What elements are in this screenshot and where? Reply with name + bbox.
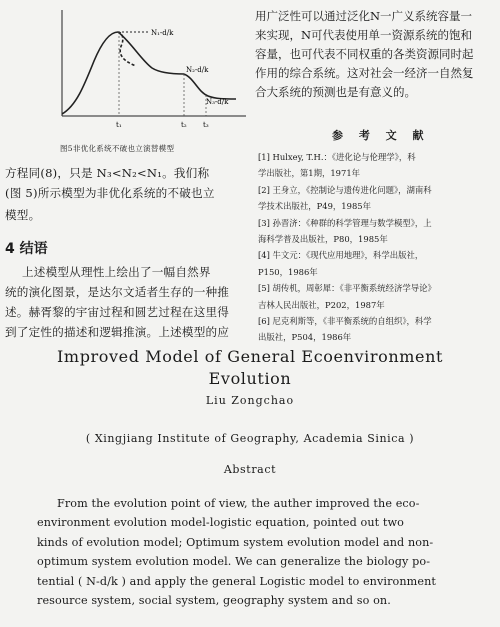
right-line-4: 作用的综合系统。这对社会一经济一自然复 (255, 66, 474, 80)
reference-line: 学技术出版社，P49，1985年 (258, 201, 371, 212)
abstract-line: optimum system evolution model. We can generalize the biology po- (37, 555, 431, 569)
reference-line: 吉林人民出版社，P202，1987年 (258, 299, 385, 310)
reference-line: [4] 牛文元：《现代应用地理》，科学出版社， (258, 250, 424, 261)
conclusion-line-3: 述。赫胥黎的宇宙过程和圆艺过程在这里得 (5, 305, 230, 319)
label-n3: N₃-d/k (206, 98, 229, 106)
left-line-2: (图 5)所示模型为非优化系统的不破也立 (5, 186, 215, 200)
abstract-heading: Abstract (223, 463, 277, 476)
author-name: Liu Zongchao (205, 394, 295, 407)
references-title: 参 考 文 献 (332, 129, 430, 142)
evolution-figure (56, 6, 248, 148)
tick-t3: t₃ (203, 121, 209, 129)
reference-line: 出版社，P504，1986年 (258, 332, 352, 343)
tick-t1: t₁ (116, 121, 122, 129)
english-title-line-2: Evolution (208, 369, 292, 388)
conclusion-line-2: 统的演化图景，是达尔文适者生存的一种推 (5, 285, 230, 299)
conclusion-line-4: 到了定性的描述和逻辑推演。上述模型的应 (5, 325, 230, 339)
curve-n2 (118, 32, 184, 74)
reference-line: P150，1986年 (258, 266, 318, 277)
abstract-line: tential ( N-d/k ) and apply the general Logistic model to environment (37, 574, 436, 588)
right-line-2: 来实现，N可代表使用单一资源系统的饱和 (255, 28, 473, 42)
curve-n3 (184, 74, 236, 99)
reference-line: [3] 孙晋济：《种群的科学管理与数学模型》，上 (258, 217, 432, 228)
left-line-1: 方程同(8)，只是 N₃<N₂<N₁。我们称 (5, 166, 210, 180)
tick-t2: t₂ (181, 121, 187, 129)
abstract-line: kinds of evolution model; Optimum system evolution model and non- (37, 535, 434, 549)
right-line-3: 容量，也可代表不同权重的各类资源同时起 (255, 47, 474, 61)
institution: ( Xingjiang Institute of Geography, Academia Sinica ) (85, 432, 415, 445)
conclusion-line-1: 上述模型从理性上绘出了一幅自然界 (22, 265, 211, 279)
reference-line: 海科学普及出版社，P80，1985年 (258, 234, 388, 245)
abstract-line: From the evolution point of view, the auther improved the eco- (57, 497, 420, 510)
references-list (258, 149, 496, 346)
label-n2: N₂-d/k (186, 66, 209, 74)
figure-caption: 图5非优化系统不破也立演替模型 (60, 144, 175, 153)
label-n1: N₁-d/k (151, 29, 174, 37)
abstract-body (37, 494, 477, 610)
reference-line: [2] 王身立，《控制论与遗传进化问题》，湖南科 (258, 184, 432, 195)
abstract-line: environment evolution model-logistic equation, pointed out two (37, 516, 405, 530)
reference-line: 学出版社，第1期，1971年 (258, 168, 361, 179)
section-title: 4 结语 (5, 241, 48, 257)
curve-rise (62, 32, 118, 114)
right-line-5: 合大系统的预测也是有意义的。 (255, 85, 416, 99)
left-line-3: 模型。 (5, 208, 41, 222)
reference-line: [6] 尼克利斯等，《非平衡系统的自组织》，科学 (258, 316, 432, 327)
english-title-line-1: Improved Model of General Ecoenvironment (57, 347, 443, 366)
abstract-line: resource system, social system, geography system and so on. (37, 594, 391, 608)
right-paragraph (255, 7, 495, 102)
reference-line: [5] 胡传机，周彰犀：《非平衡系统经济学导论》 (258, 283, 436, 294)
right-line-1: 用广泛性可以通过泛化N一广义系统容量一 (255, 9, 473, 23)
reference-line: [1] Hulxey, T.H.：《进化论与伦理学》，科 (258, 152, 416, 162)
